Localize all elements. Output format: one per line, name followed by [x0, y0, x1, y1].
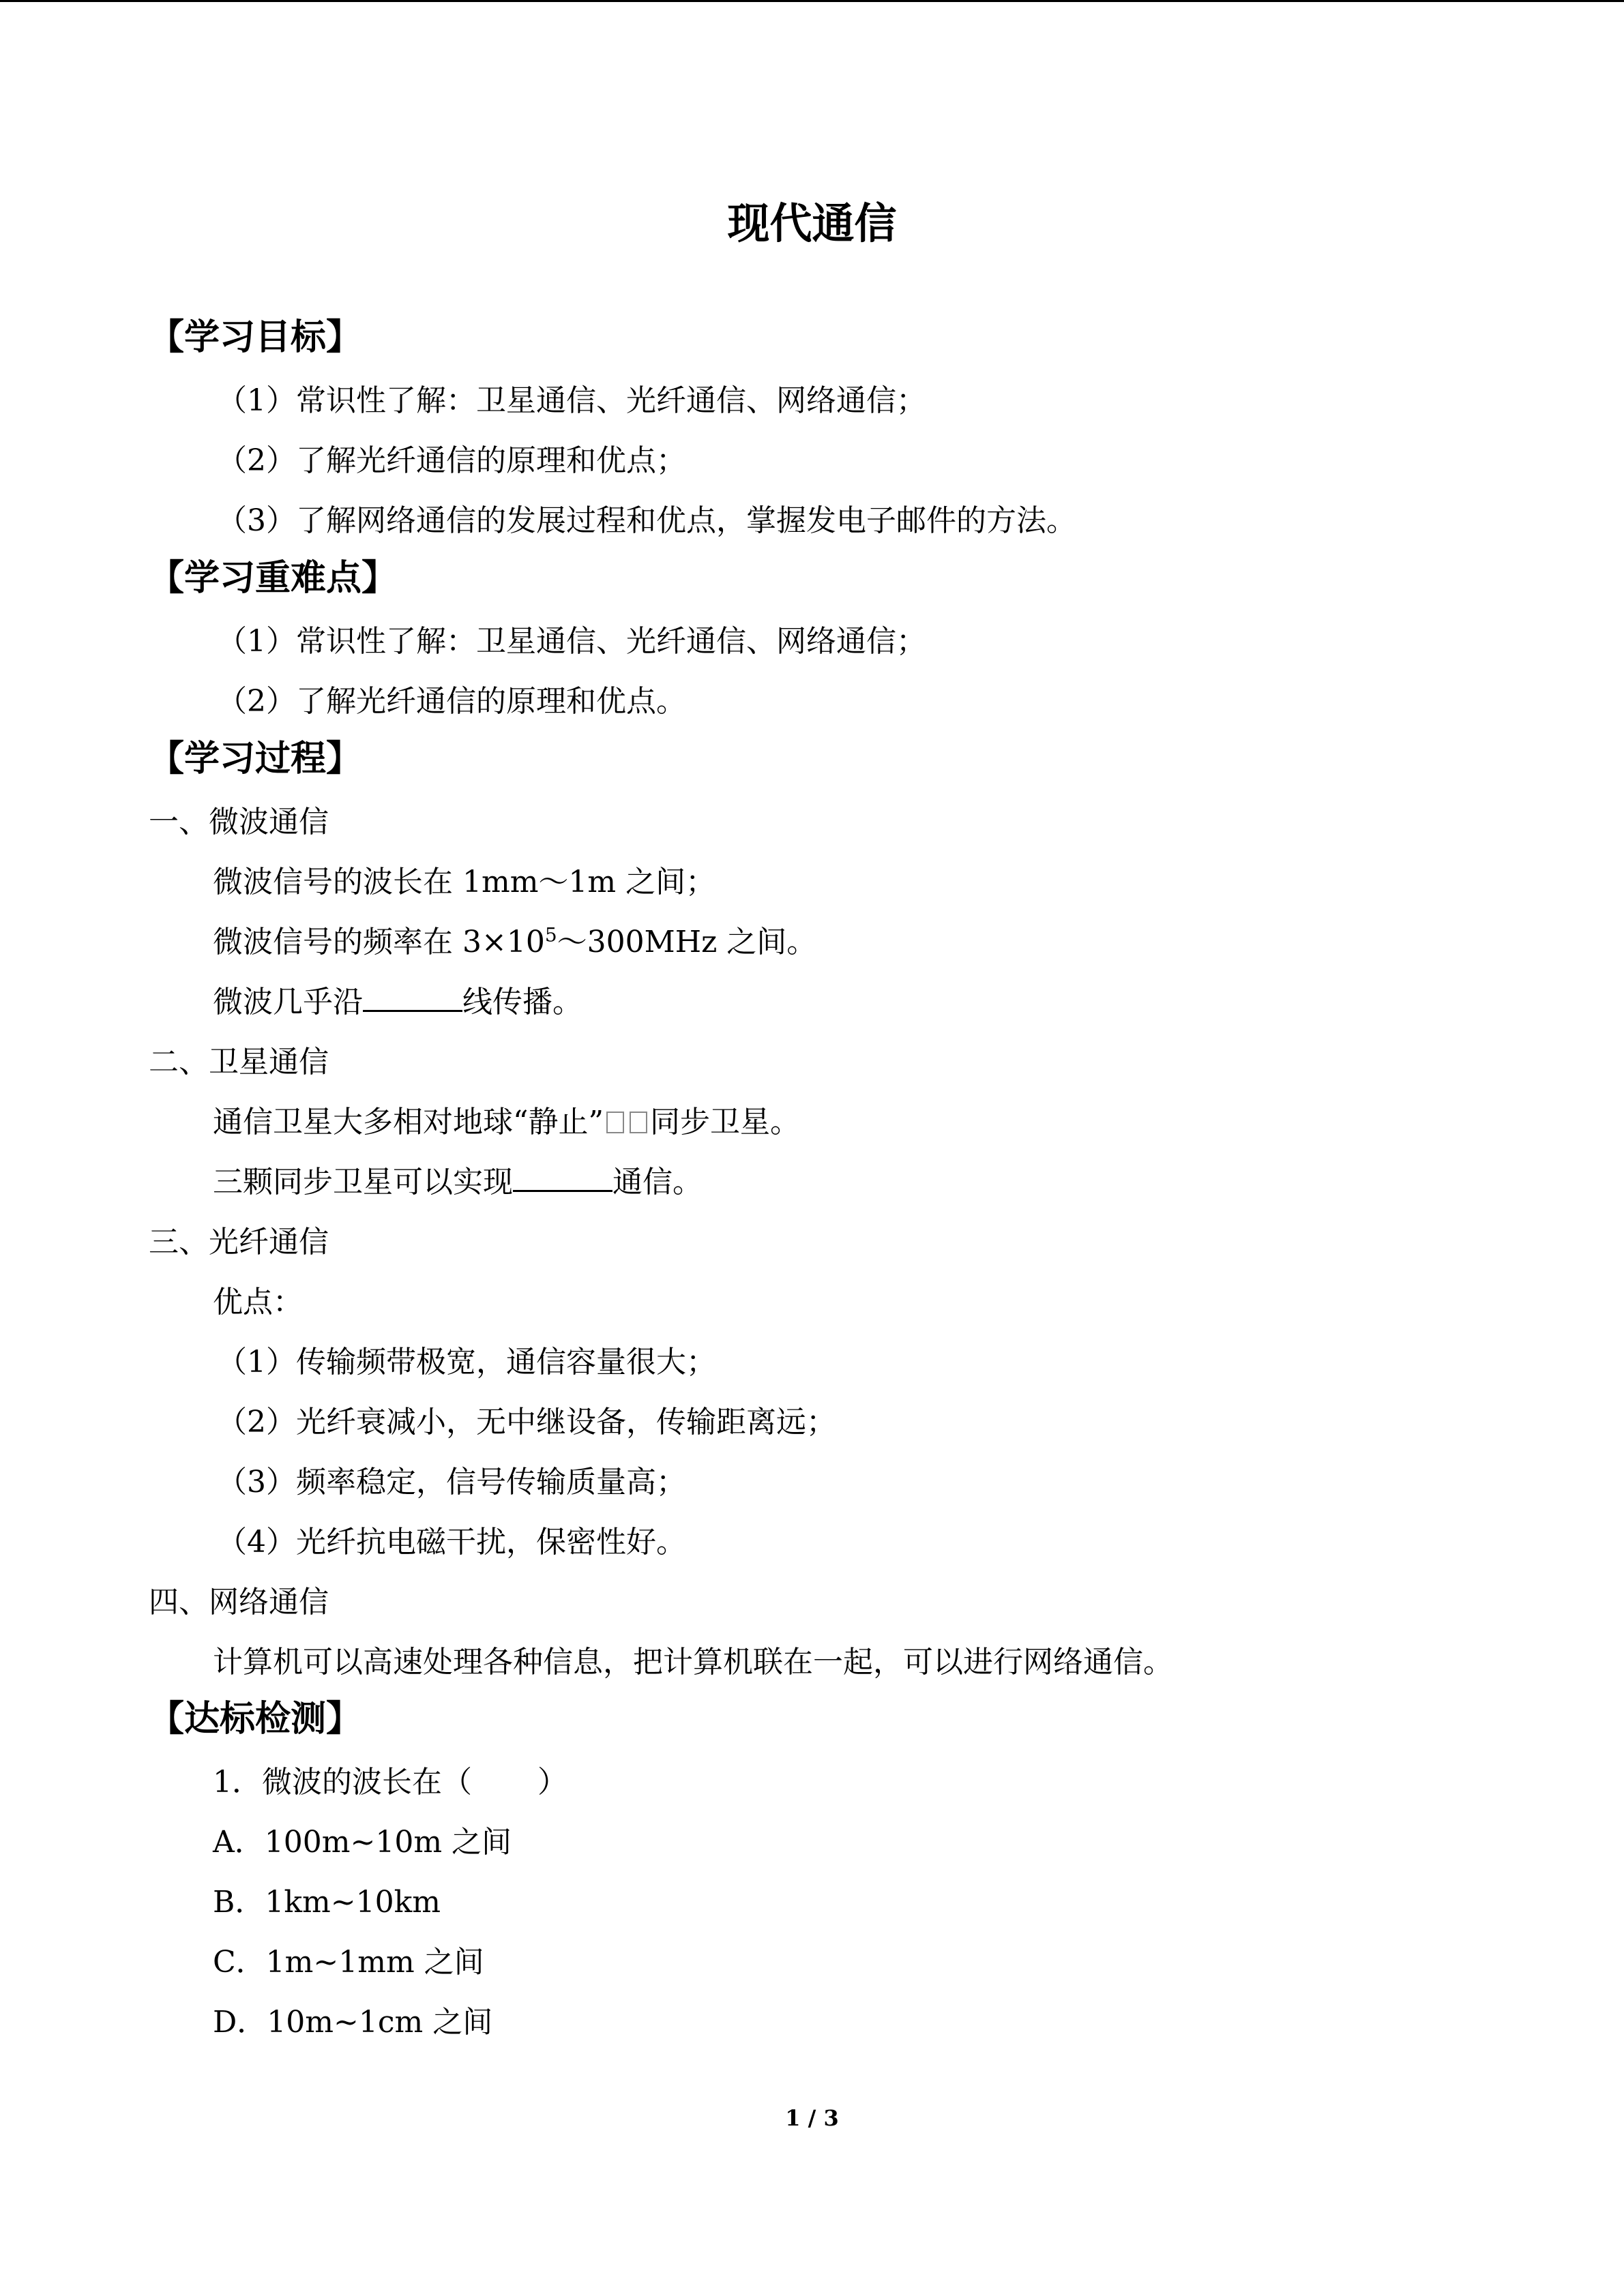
test-option-a: A．100m~10m 之间 — [213, 1825, 512, 1860]
fiber-advantage-item: （3）频率稳定，信号传输质量高； — [217, 1465, 686, 1500]
placeholder-box-icon — [606, 1112, 624, 1133]
objective-item: （3）了解网络通信的发展过程和优点，掌握发电子邮件的方法。 — [217, 503, 1076, 538]
satellite-section-title: 二、卫星通信 — [149, 1045, 329, 1079]
document-title: 现代通信 — [727, 198, 897, 248]
test-option-b: B．1km~10km — [213, 1885, 441, 1920]
global-text-end: 通信。 — [612, 1165, 703, 1199]
propagation-text: 微波几乎沿 — [213, 985, 363, 1019]
fiber-advantage-item: （1）传输频带极宽，通信容量很大； — [217, 1345, 716, 1380]
objective-item: （1）常识性了解：卫星通信、光纤通信、网络通信； — [217, 383, 926, 418]
test-option-d: D．10m~1cm 之间 — [213, 2005, 493, 2040]
key-point-item: （1）常识性了解：卫星通信、光纤通信、网络通信； — [217, 624, 926, 659]
fiber-advantages-label: 优点： — [213, 1285, 303, 1320]
microwave-propagation — [213, 982, 582, 1023]
frequency-text-end: ～300MHz 之间。 — [557, 925, 817, 959]
objectives-heading: 【学习目标】 — [149, 317, 362, 358]
satellite-static — [213, 1102, 800, 1143]
fill-in-blank[interactable] — [363, 983, 462, 1012]
microwave-wavelength: 微波信号的波长在 1mm～1m 之间； — [213, 865, 716, 899]
placeholder-box-icon — [630, 1112, 647, 1133]
network-text: 计算机可以高速处理各种信息，把计算机联在一起，可以进行网络通信。 — [213, 1645, 1173, 1680]
global-text: 三颗同步卫星可以实现 — [213, 1165, 513, 1199]
satellite-global — [213, 1162, 703, 1203]
objective-item: （2）了解光纤通信的原理和优点； — [217, 443, 686, 478]
key-point-item: （2）了解光纤通信的原理和优点。 — [217, 684, 686, 719]
page-number: 1 / 3 — [785, 2105, 839, 2131]
question-text: 1．微波的波长在（ — [213, 1765, 472, 1800]
top-border-rule — [0, 0, 1624, 2]
static-text: 通信卫星大多相对地球“静止” — [213, 1105, 604, 1139]
fiber-advantage-item: （2）光纤衰减小，无中继设备，传输距离远； — [217, 1405, 836, 1440]
test-heading: 【达标检测】 — [149, 1699, 362, 1740]
fiber-section-title: 三、光纤通信 — [149, 1225, 329, 1259]
frequency-text: 微波信号的频率在 3×10 — [213, 925, 545, 959]
fill-in-blank[interactable] — [513, 1163, 612, 1192]
test-option-c: C．1m~1mm 之间 — [213, 1945, 484, 1980]
propagation-text-end: 线传播。 — [462, 985, 582, 1019]
process-heading: 【学习过程】 — [149, 739, 362, 779]
microwave-frequency — [213, 922, 816, 963]
question-text-end: ） — [537, 1765, 567, 1800]
test-question — [213, 1762, 567, 1803]
frequency-exponent: 5 — [544, 923, 557, 946]
static-text-end: 同步卫星。 — [650, 1105, 800, 1139]
fiber-advantage-item: （4）光纤抗电磁干扰，保密性好。 — [217, 1525, 686, 1560]
key-points-heading: 【学习重难点】 — [149, 558, 398, 599]
network-section-title: 四、网络通信 — [149, 1585, 329, 1620]
microwave-section-title: 一、微波通信 — [149, 805, 329, 839]
